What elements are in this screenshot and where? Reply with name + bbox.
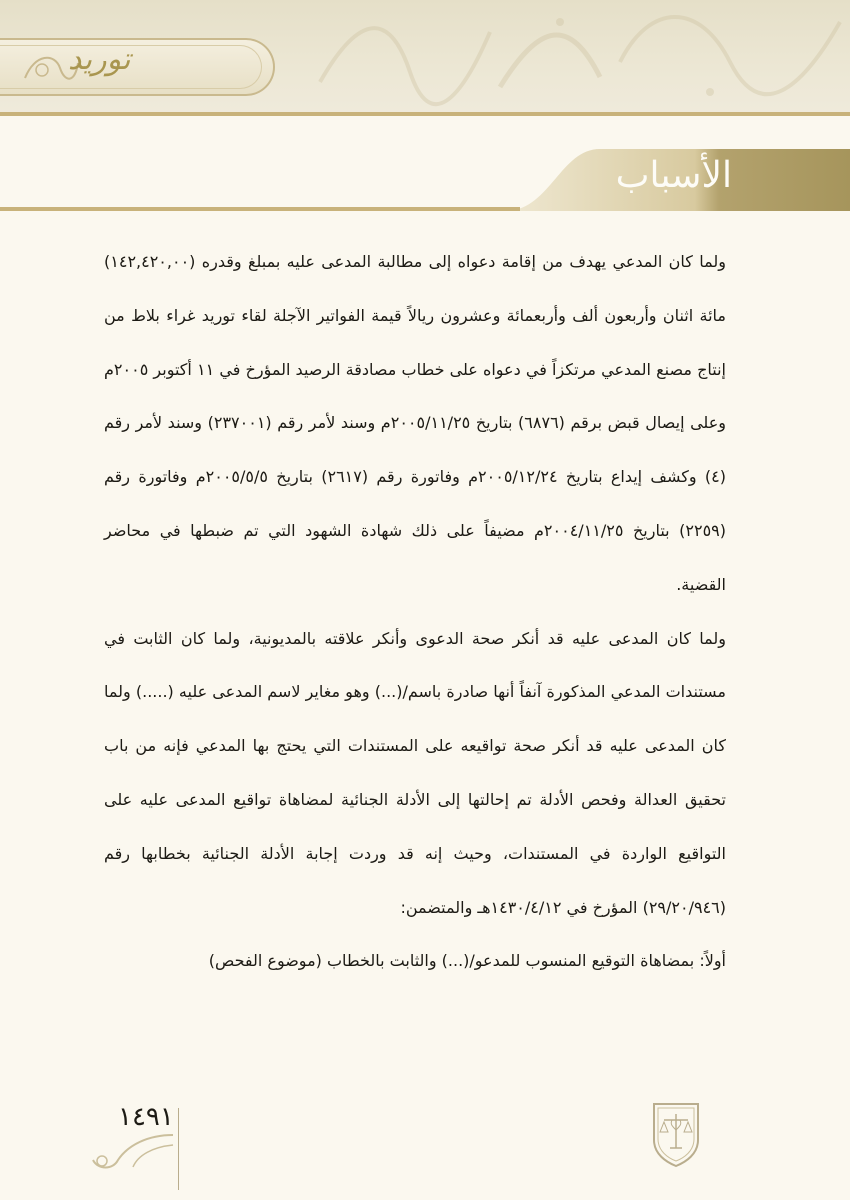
section-title: الأسباب bbox=[615, 155, 732, 196]
page-number-divider bbox=[178, 1108, 179, 1190]
paragraph: ولما كان المدعي يهدف من إقامة دعواه إلى مطالبة المدعى عليه بمبلغ وقدره (١٤٢,٤٢٠,٠٠) مائة اثنان وأربعون ألف وأربعمائة وعشرون ريالاً قيمة الفواتير الآجلة لقاء توريد غراء بلاط من إنتاج مصنع المدعي مرتكزاً في دعواه على خطاب مصادقة الرصيد المؤرخ في ١١ أكتوبر ٢٠٠٥م وعلى إيصال قبض برقم (٦٨٧٦) بتاريخ ٢٠٠٥/١١/٢٥م وسند لأمر رقم (٢٣٧٠٠١) وسند لأمر رقم (٤) وكشف إيداع بتاريخ ٢٠٠٥/١٢/٢٤م وفاتورة رقم (٢٦١٧) بتاريخ ٢٠٠٥/٥/٥م وفاتورة رقم (٢٢٥٩) بتاريخ ٢٠٠٤/١١/٢٥م مضيفاً على ذلك شهادة الشهود التي تم ضبطها في محاضر القضية. bbox=[104, 252, 727, 594]
page-header bbox=[0, 0, 850, 112]
paragraph: أولاً: بمضاهاة التوقيع المنسوب للمدعو/(...) والثابت بالخطاب (موضوع الفحص) bbox=[208, 951, 726, 971]
document-body bbox=[104, 235, 726, 988]
header-rule bbox=[0, 112, 850, 116]
page-number: ١٤٩١ bbox=[118, 1102, 174, 1132]
scales-of-justice-emblem-icon bbox=[646, 1096, 706, 1168]
calligraphy-watermark bbox=[300, 0, 850, 112]
corner-flourish-icon bbox=[88, 1125, 178, 1175]
paragraph: ولما كان المدعى عليه قد أنكر صحة الدعوى وأنكر علاقته بالمديونية، ولما كان الثابت في مستندات المدعي المذكورة آنفاً أنها صادرة باسم/(...) وهو مغاير لاسم المدعى عليه (.....) ولما كان المدعى عليه قد أنكر صحة تواقيعه على المستندات التي يحتج بها المدعي فإنه من باب تحقيق العدالة وفحص الأدلة تم إحالتها إلى الأدلة الجنائية لمضاهاة تواقيع المدعى عليه على التواقيع الواردة في المستندات، وحيث إنه قد وردت إجابة الأدلة الجنائية بخطابها رقم (٢٩/٢٠/٩٤٦) المؤرخ في ١٤٣٠/٤/١٢هـ والمتضمن: bbox=[104, 628, 726, 917]
section-label: توريد bbox=[68, 42, 131, 77]
